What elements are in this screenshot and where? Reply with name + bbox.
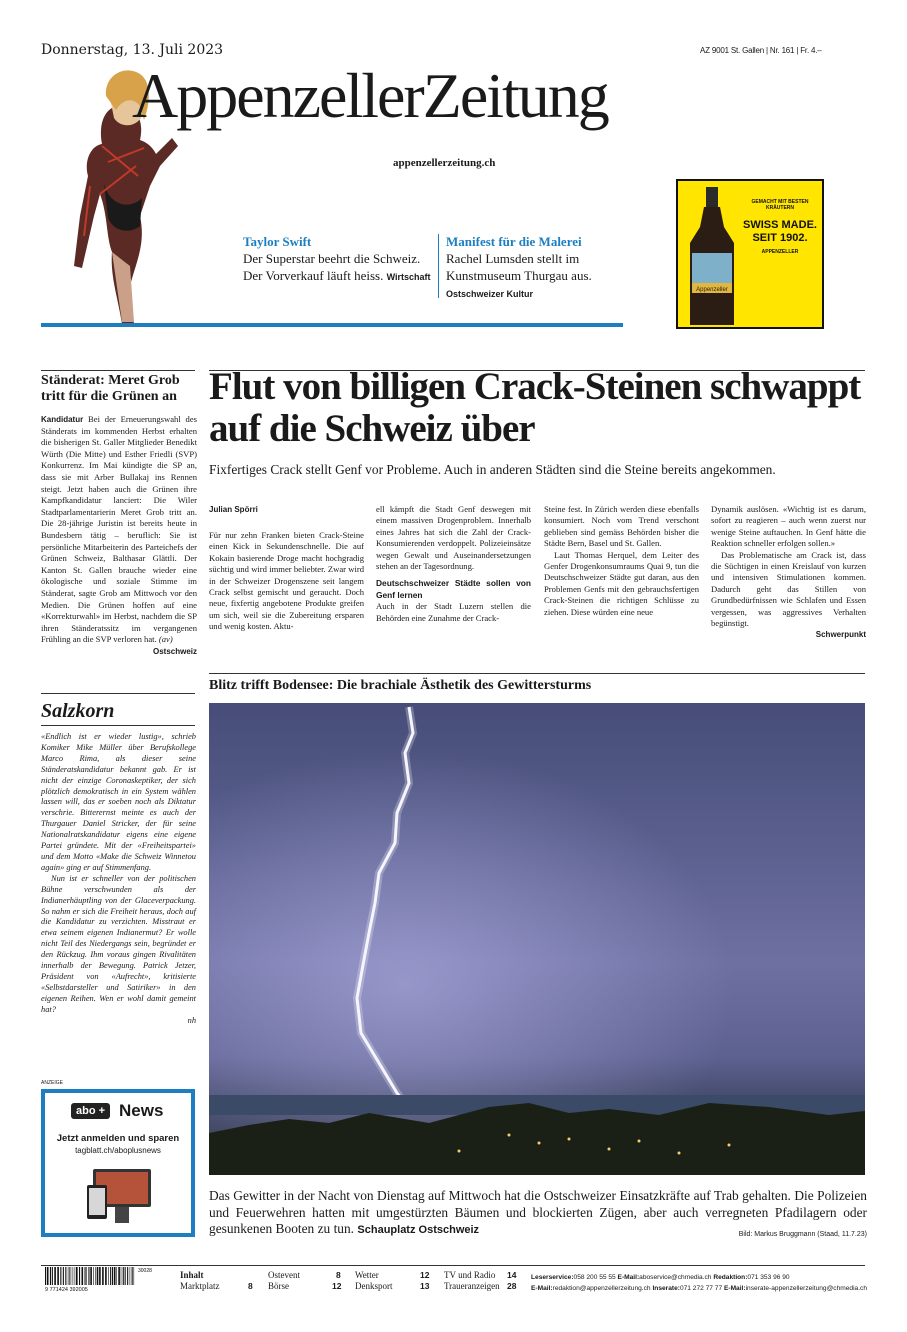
devices-icon [85,1165,155,1225]
sidebar-tag: Ostschweiz [152,646,197,656]
teaser-divider [438,234,439,298]
footer-rule [41,1265,865,1266]
sidebar-rule [41,370,195,371]
toc-item[interactable]: Börse [268,1281,289,1291]
barcode-icon [44,1266,164,1292]
teaser-tag: Wirtschaft [386,272,431,282]
toc-page: 12 [420,1270,430,1280]
ads-email-link[interactable]: inserate-appenzellerzeitung@chmedia.ch [745,1285,868,1292]
sidebar-headline[interactable]: Ständerat: Meret Grob tritt für die Grünen an [41,373,180,404]
toc-item[interactable]: Denksport [355,1281,393,1291]
photo-tag: Schauplatz Ostschweiz [357,1224,480,1236]
article-tag: Schwerpunkt [815,630,866,640]
article-subhead: Deutschschweizer Städte sollen von Genf lernen [376,578,531,600]
article-column-1: Für nur zehn Franken bieten Crack-Steine einen Kick in Sekundenschnelle. Die auf Kokain basierende Droge macht hochgradig süchtig und wird immer beliebter. Zwar wird in der Schweizer Drogenszene seit langem Crack selbst gemischt und geraucht. Doch neue, fixfertig angebotene Produkte greifen um sich, weil sie die Zubereitung ersparen und wenig kosten. Aktu- [209,530,364,632]
salzkorn-body: «Endlich ist er wieder lustig», schrieb Komiker Mike Müller über Berufskollege Marco Rima, als dieser seine Ständeratskandidatur bekannt gab. Er ist nicht der einzige Coronaskeptiker, der sich plötzlich demokratisch in ein System wählen lassen will, das er soeben noch als Diktatur verschrie. Bitterernst meinte es auch der Thurgauer Daniel Stricker, der für seine Nationalratskandidatur eigens eine eigene Partei gründete. Mit der «Freiheitspartei» und dem Motto «Make die Schweiz Winnetou again» ging er auf Stimmenfang. Nun ist er schneller von der politischen Bühne verschwunden als der Indianerhäuptling von der Glaceverpackung. So nahm er sich die Freiheit heraus, doch auf die Kandidatur zu verzichten. Misstraut er etwa seinem eigenen Indianermut? Er wolle nicht Teil des Niedergangs sein, begründet er den Rückzug. Ihm voraus gingen Rivalitäten innerhalb der Bewegung. Patrick Jetzer, Präsident von «Aufrecht», kritisierte «Selbstdarsteller und Satiriker» in den eigenen Reihen. Wen er wohl damit gemeint hat? nh [41,732,196,1025]
toc-page: 14 [507,1270,517,1280]
aboplus-news-ad[interactable] [41,1089,195,1237]
ad-label: ANZEIGE [41,1080,63,1086]
bottle-icon [684,187,740,327]
teaser-title: Taylor Swift [243,234,312,249]
teaser-title: Manifest für die Malerei [446,234,582,249]
lightning-scene [209,703,865,1175]
ad-news-title: News [119,1101,164,1120]
toc-page: 28 [507,1281,517,1291]
issue-info: AZ 9001 St. Gallen | Nr. 161 | Fr. 4.– [700,46,822,55]
teaser-tag: Ostschweizer Kultur [446,289,534,299]
service-email-link[interactable]: aboservice@chmedia.ch [639,1274,712,1281]
svg-text:9 771424 392005: 9 771424 392005 [45,1287,88,1292]
sidebar-body: Kandidatur Bei der Erneuerungswahl des Ständerats im kommenden Herbst erhalten die bisherigen St. Galler Mitglieder Benedikt Würth (Die Mitte) und Esther Friedli (SVP) Konkurrenz. Im Mai kündigte die SP an, dass sie mit Arber Bullakaj ins Rennen steigt. Jetzt haben auch die Grünen ihre Kampfkandidatur lanciert: Die Wiler Stadtparlamentarierin Meret Grob tritt an. Die 28-jährige Juristin ist bereits heute in Bundesbern tätig – beruflich: Sie ist persönliche Mitarbeiterin des Parteichefs der Grünen Schweiz, Balthasar Glättli. Der Kanton St. Gallen brauche wieder eine ökologische und soziale Stimme im Ständerat, sagte Grob am Mittwoch vor den Medien. Die Grünen hoffen auf eine «Korrekturwahl» im Herbst, nachdem die SP ihren Ständeratssitz im vergangenen Frühling an die SVP verloren hat. (av) Ostschweiz [41,414,197,656]
teaser-text: Der Superstar beehrt die Schweiz. Der Vorverkauf läuft heiss. Wirtschaft [243,251,431,283]
svg-text:Appenzeller: Appenzeller [696,287,728,293]
toc-item[interactable]: Ostevent [268,1270,300,1280]
main-subheadline: Fixfertiges Crack stellt Genf vor Probleme. Auch in anderen Städten sind die Steine bereits angekommen. [209,462,776,477]
toc-title: Inhalt [180,1270,204,1280]
masthead-title: AppenzellerZeitung [132,60,608,131]
teaser-text: Rachel Lumsden stellt im Kunstmuseum Thurgau aus. Ostschweizer Kultur [446,251,592,299]
article-column-2: ell kämpft die Stadt Genf deswegen mit einem massiven Drogenproblem. Innerhalb eines Jahres hat sich die Zahl der Crack-Konsumierenden verdoppelt. Polizeieinsätze wegen Gewalt und Auseinandersetzungen stehen an der Tagesordnung. Deutschschweizer Städte sollen von Genf lernen Auch in der Stadt Luzern stellen die Behörden eine Zunahme der Crack- [376,504,531,623]
toc-page: 12 [332,1281,342,1291]
svg-text:30028: 30028 [138,1268,152,1274]
header-rule [41,323,623,327]
article-column-3: Steine fest. In Zürich werden diese ebenfalls konsumiert. Noch vom Trend verschont geblieben sind gemäss Behörden bisher die Städte Bern, Basel und St. Gallen. Laut Thomas Herquel, dem Leiter des Genfer Drogenkonsumraums Quai 9, tun die Deutschschweizer Städte gut daran, aus den Problemen Genfs mit den gebrauchsfertigen Crack-Steinen die richtigen Schlüsse zu ziehen. Diese würden eine neue [544,504,699,617]
toc-page: 8 [248,1281,253,1291]
editorial-email-link[interactable]: redaktion@appenzellerzeitung.ch [552,1285,651,1292]
edition-date: Donnerstag, 13. Juli 2023 [41,42,224,58]
toc-page: 13 [420,1281,430,1291]
article-column-4: Dynamik auslösen. «Wichtig ist es darum, sofort zu reagieren – auch wenn zuerst nur wenige Steine auftauchen. In Genf hätte die Reaktion schneller erfolgen sollen.» Das Problematische am Crack ist, dass die Süchtigen in einen Kreislauf von kurzen und intensiven Stimulationen kommen. Dadurch geht das Stillen von Grundbedürfnissen wie Schlafen und Essen vergessen, was aggressives Verhalten begünstigt. Schwerpunkt [711,504,866,640]
contact-info: Leserservice:058 200 55 55 E-Mail:aboservice@chmedia.ch Redaktion:071 353 96 90 E-Mail:redaktion@appenzellerzeitung.ch Inserate:071 272 77 77 E-Mail:inserate-appenzellerzeitung@chmedia.ch [531,1274,868,1292]
toc-page: 8 [336,1270,341,1280]
main-headline[interactable]: Flut von billigen Crack-Steinen schwappt auf die Schweiz über [209,365,861,450]
appenzeller-ad[interactable] [676,179,824,329]
teaser-manifest[interactable] [446,234,621,303]
toc-item[interactable]: TV und Radio [444,1270,496,1280]
salzkorn-rule-bottom [41,725,195,726]
ad-link[interactable]: tagblatt.ch/aboplusnews [75,1146,161,1155]
photo-rule [209,673,865,674]
toc-item[interactable]: Marktplatz [180,1281,220,1291]
ad-cta: Jetzt anmelden und sparen [56,1133,180,1144]
teaser-taylor-swift[interactable] [243,234,433,286]
photo-headline: Blitz trifft Bodensee: Die brachiale Ästhetik des Gewittersturms [209,678,592,693]
abo-badge: abo + [71,1103,110,1119]
toc-item[interactable]: Traueranzeigen [444,1281,500,1291]
byline: Julian Spörri [209,505,258,514]
ad-text: GEMACHT MIT BESTEN KRÄUTERN SWISS MADE. SEIT 1902. APPENZELLER [743,199,817,255]
salzkorn-rule [41,693,195,694]
toc-item[interactable]: Wetter [355,1270,379,1280]
lightning-photo [209,703,865,1175]
photo-caption: Das Gewitter in der Nacht von Dienstag auf Mittwoch hat die Ostschweizer Einsatzkräfte auf Trab gehalten. Die Polizeien und Feuerwehren hatten mit umgestürzten Bäumen und blockierten Zügen, aber auch verregneten Pfadilagern oder gesunkenen Booten zu tun. Schauplatz Ostschweiz Bild: Markus Bruggmann (Staad, 11.7.23) [209,1188,867,1244]
photo-credit: Bild: Markus Bruggmann (Staad, 11.7.23) [738,1231,867,1238]
salzkorn-title: Salzkorn [41,700,115,722]
masthead-url[interactable]: appenzellerzeitung.ch [393,157,496,169]
